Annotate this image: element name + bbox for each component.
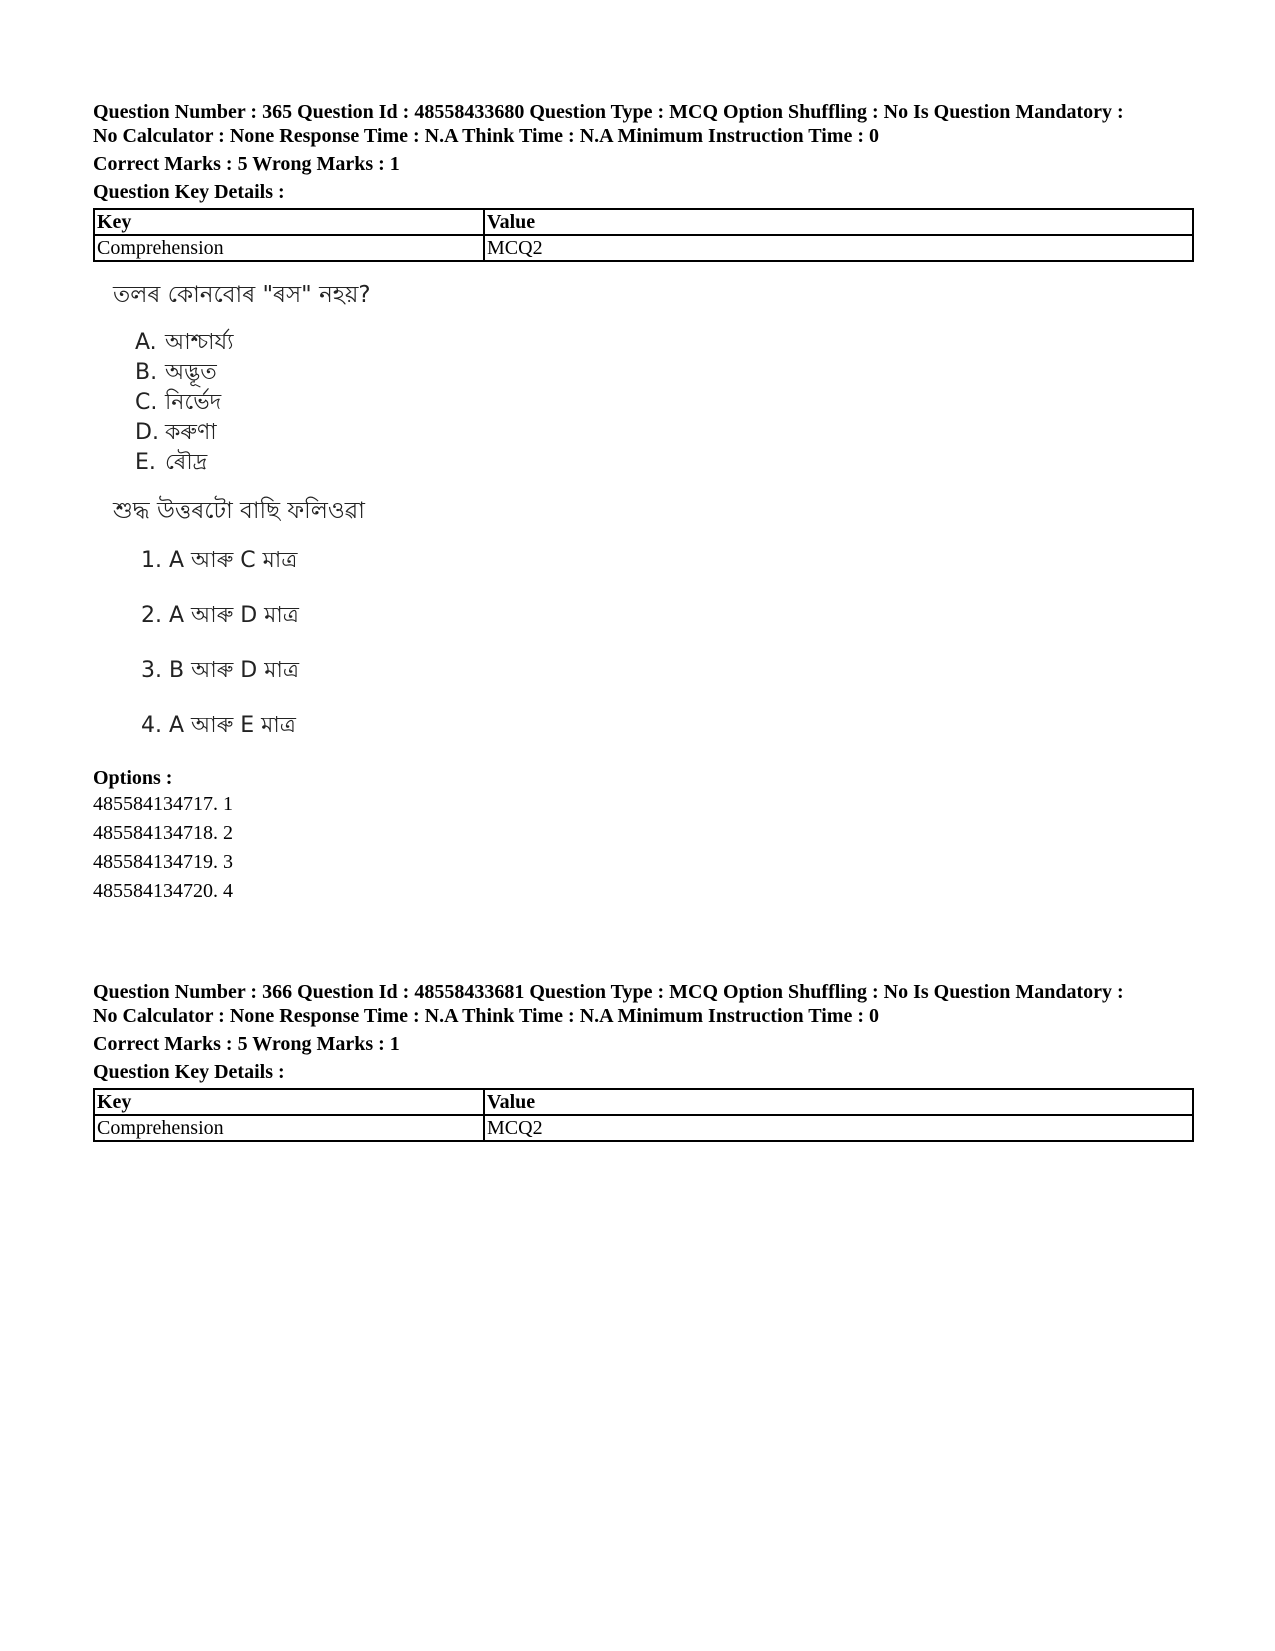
statement-text: ৰৌদ্ৰ <box>165 450 208 475</box>
statement-label: E. <box>135 450 156 475</box>
question-meta-line-1: Question Number : 366 Question Id : 48558433681 Question Type : MCQ Option Shuffling : No Is Question Mandatory : <box>93 981 1124 1003</box>
marks-info: Correct Marks : 5 Wrong Marks : 1 <box>93 153 400 175</box>
answer-choice: 3. B আৰু D মাত্ৰ <box>141 658 299 683</box>
table-cell-value: MCQ2 <box>484 1115 1193 1141</box>
key-details-label: Question Key Details : <box>93 1061 285 1083</box>
option-item: 485584134717. 1 <box>93 793 233 815</box>
statement-label: B. <box>135 360 158 385</box>
table-header-key: Key <box>94 209 484 235</box>
statement-item <box>135 388 1193 418</box>
table-row <box>94 235 1193 261</box>
statement-item <box>135 418 1193 448</box>
table-row <box>94 1115 1193 1141</box>
answer-choice: 4. A আৰু E মাত্ৰ <box>141 713 296 738</box>
table-header-key: Key <box>94 1089 484 1115</box>
statement-item <box>135 358 1193 388</box>
instruction-text: শুদ্ধ উত্তৰটো বাছি ফলিওৱা <box>113 498 365 524</box>
table-header-value: Value <box>484 209 1193 235</box>
key-details-label: Question Key Details : <box>93 181 285 203</box>
statement-label: A. <box>135 330 157 355</box>
statement-text: কৰুণা <box>165 420 217 445</box>
statement-text: আশ্চাৰ্য্য <box>165 330 234 355</box>
question-block-366 <box>93 980 1193 1142</box>
option-item: 485584134720. 4 <box>93 880 233 902</box>
key-details-table <box>93 1088 1194 1142</box>
answer-choice: 1. A আৰু C মাত্ৰ <box>141 548 298 573</box>
option-item: 485584134719. 3 <box>93 851 233 873</box>
question-meta <box>93 980 1193 1028</box>
statement-text: নিৰ্ভেদ <box>165 390 222 415</box>
question-meta-line-1: Question Number : 365 Question Id : 48558433680 Question Type : MCQ Option Shuffling : No Is Question Mandatory : <box>93 101 1124 123</box>
option-item: 485584134718. 2 <box>93 822 233 844</box>
table-cell-value: MCQ2 <box>484 235 1193 261</box>
table-header-value: Value <box>484 1089 1193 1115</box>
question-meta <box>93 100 1193 148</box>
statement-text: অদ্ভূত <box>165 360 217 385</box>
marks-info: Correct Marks : 5 Wrong Marks : 1 <box>93 1033 400 1055</box>
statement-item <box>135 448 1193 478</box>
question-meta-line-2: No Calculator : None Response Time : N.A Think Time : N.A Minimum Instruction Time : 0 <box>93 1005 879 1027</box>
answer-choice: 2. A আৰু D মাত্ৰ <box>141 603 299 628</box>
table-header-row <box>94 1089 1193 1115</box>
statement-item <box>135 328 1193 358</box>
question-block-365 <box>93 100 1193 906</box>
statement-label: C. <box>135 390 158 415</box>
table-header-row <box>94 209 1193 235</box>
key-details-table <box>93 208 1194 262</box>
question-content <box>113 280 1193 741</box>
options-label: Options : <box>93 767 173 789</box>
question-meta-line-2: No Calculator : None Response Time : N.A Think Time : N.A Minimum Instruction Time : 0 <box>93 125 879 147</box>
statement-label: D. <box>135 420 159 445</box>
table-cell-key: Comprehension <box>94 1115 484 1141</box>
question-text: তলৰ কোনবোৰ "ৰস" নহয়? <box>113 282 371 308</box>
table-cell-key: Comprehension <box>94 235 484 261</box>
